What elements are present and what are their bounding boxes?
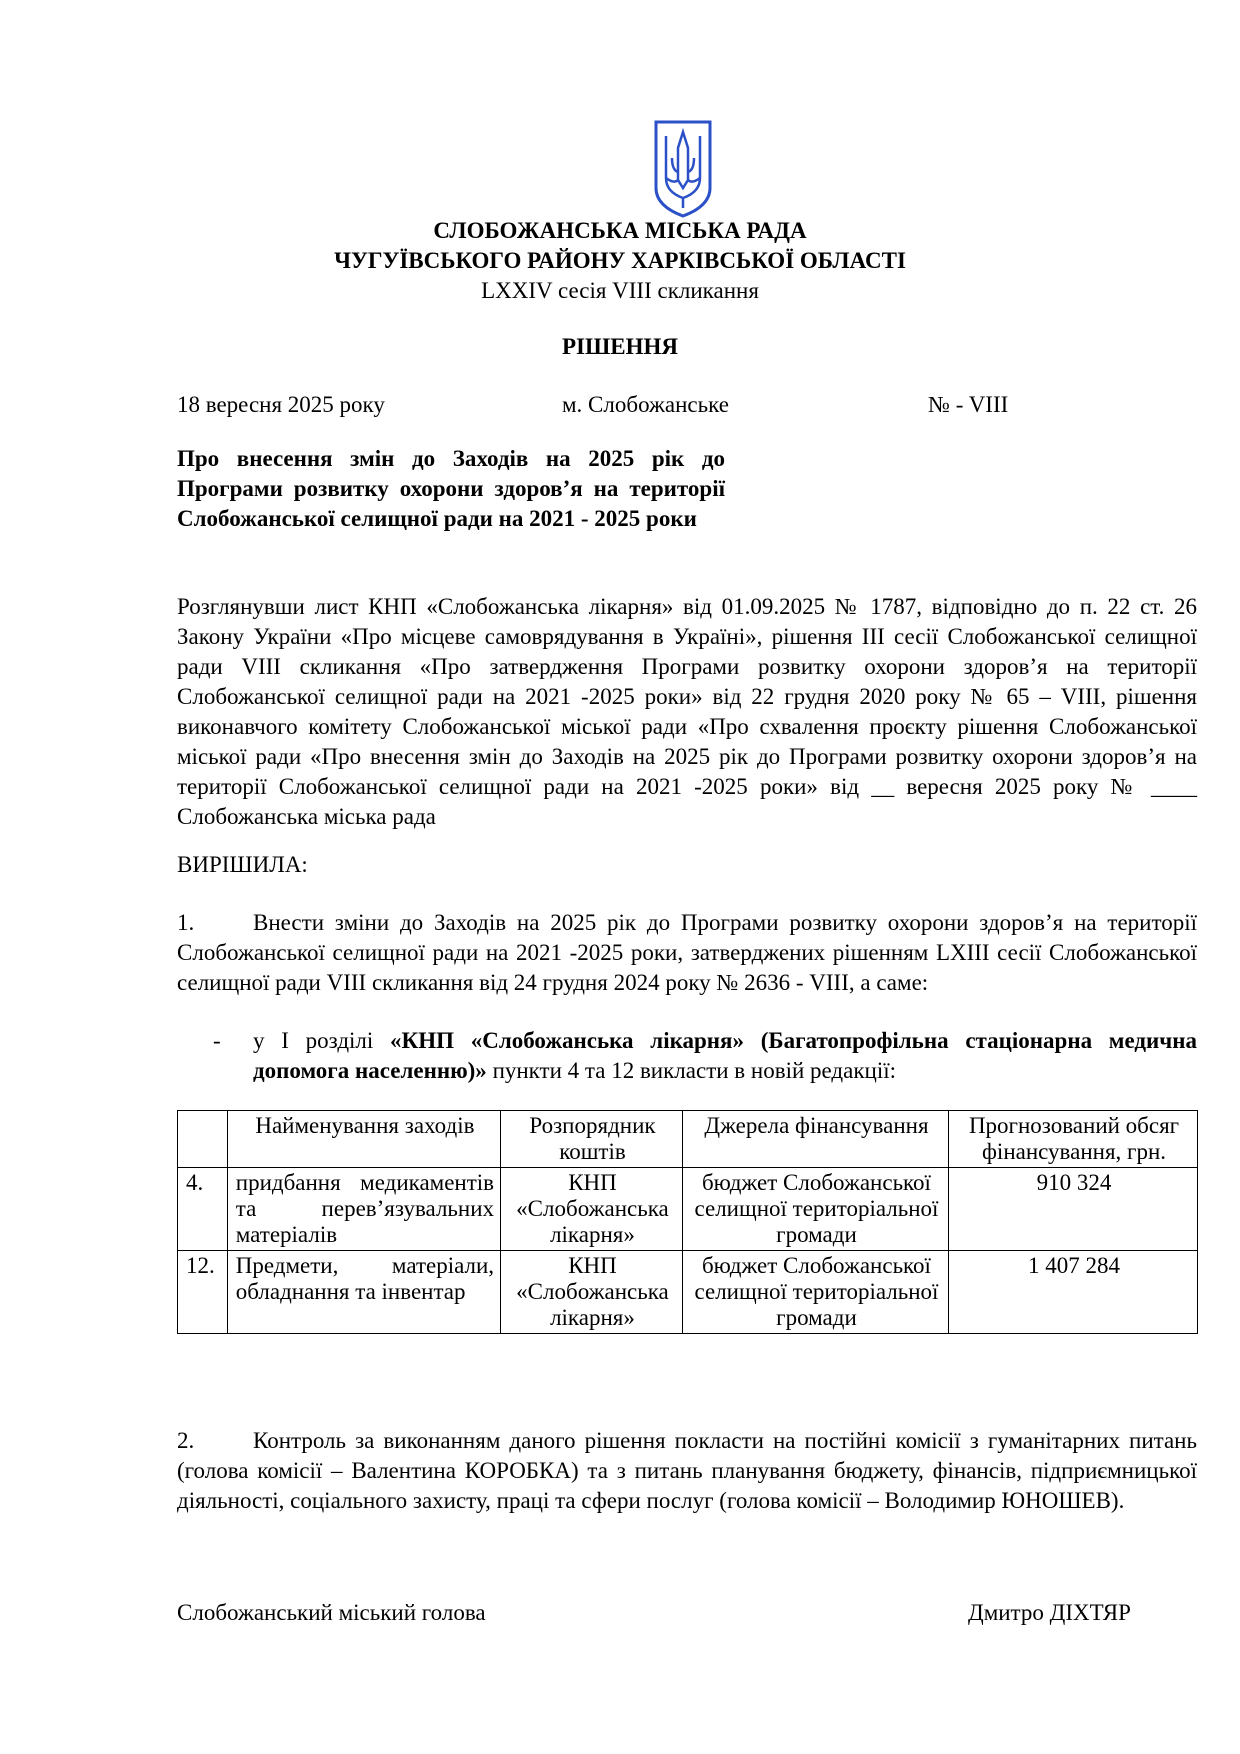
item-1-index: 1. bbox=[177, 910, 195, 935]
signature-role: Слобожанський міський голова bbox=[177, 1600, 486, 1625]
decision-number: № - VIII bbox=[928, 392, 1009, 417]
table-cell-amount: 1 407 284 bbox=[949, 1251, 1198, 1334]
table-row bbox=[178, 1251, 1198, 1334]
decided-label: ВИРІШИЛА: bbox=[177, 852, 308, 877]
table-header-cell: Розпорядник коштів bbox=[501, 1111, 683, 1168]
bullet-bold-section: «КНП «Слобожанська лікарня» (Багатопрофільна стаціонарна медична допомога населенню)» bbox=[253, 1028, 1197, 1083]
item-1-text: Внести зміни до Заходів на 2025 рік до Програми розвитку охорони здоров’я на території Слобожанської селищної ради на 2021 -2025 роки, затверджених рішенням LXIII сесії Слобожанської селищної ради VIII скликання від 24 грудня 2024 року № 2636 - VIII, а саме: bbox=[177, 910, 1197, 995]
decision-city: м. Слобожанське bbox=[562, 392, 729, 417]
table-cell-amount: 910 324 bbox=[949, 1168, 1198, 1251]
preamble-paragraph: Розглянувши лист КНП «Слобожанська лікарня» від 01.09.2025 № 1787, відповідно до п. 22 ст. 26 Закону України «Про місцеве самоврядування в Україні», рішення ІІІ сесії Слобожанської селищної ради VIII скликання «Про затвердження Програми розвитку охорони здоров’я на території Слобожанської селищної ради на 2021 -2025 роки» від 22 грудня 2020 року № 65 – VIII, рішення виконавчого комітету Слобожанської міської ради «Про схвалення проєкту рішення Слобожанської міської ради «Про внесення змін до Заходів на 2025 рік до Програми розвитку охорони здоров’я на території Слобожанської селищної ради на 2021 -2025 роки» від __ вересня 2025 року № ____ Слобожанська міська рада bbox=[177, 594, 1197, 829]
district-name: ЧУГУЇВСЬКОГО РАЙОНУ ХАРКІВСЬКОЇ ОБЛАСТІ bbox=[334, 248, 906, 273]
table-cell-source: бюджет Слобожанської селищної територіальної громади bbox=[682, 1168, 948, 1251]
table-header-cell: Джерела фінансування bbox=[682, 1111, 948, 1168]
bullet-dash: - bbox=[213, 1028, 221, 1053]
table-cell-measure: придбання медикаментів та перев’язувальних матеріалів bbox=[227, 1168, 500, 1251]
table-header-cell: Прогнозований обсяг фінансування, грн. bbox=[949, 1111, 1198, 1168]
item-2-text: Контроль за виконанням даного рішення покласти на постійні комісії з гуманітарних питань (голова комісії – Валентина КОРОБКА) та з питань планування бюджету, фінансів, підприємницької діяльності, соціального захисту, праці та сфери послуг (голова комісії – Володимир ЮНОШЕВ). bbox=[177, 1428, 1197, 1513]
table-cell-source: бюджет Слобожанської селищної територіальної громади bbox=[682, 1251, 948, 1334]
table-cell-manager: КНП «Слобожанська лікарня» bbox=[501, 1251, 683, 1334]
signature-name: Дмитро ДІХТЯР bbox=[968, 1600, 1131, 1625]
item-2-paragraph bbox=[177, 1426, 1197, 1516]
table-cell-measure: Предмети, матеріали, обладнання та інвентар bbox=[227, 1251, 500, 1334]
table-header-cell bbox=[178, 1111, 228, 1168]
document-type: РІШЕННЯ bbox=[562, 334, 678, 359]
bullet-text bbox=[253, 1026, 1197, 1086]
decision-date: 18 вересня 2025 року bbox=[177, 392, 385, 417]
measures-table bbox=[177, 1110, 1198, 1334]
table-cell-number: 12. bbox=[178, 1251, 228, 1334]
table-cell-manager: КНП «Слобожанська лікарня» bbox=[501, 1168, 683, 1251]
item-1-paragraph bbox=[177, 908, 1197, 998]
table-row bbox=[178, 1168, 1198, 1251]
bullet-suffix: пункти 4 та 12 викласти в новій редакції: bbox=[486, 1058, 896, 1083]
table-header-row bbox=[178, 1111, 1198, 1168]
table-header-cell: Найменування заходів bbox=[227, 1111, 500, 1168]
bullet-prefix: у І розділі bbox=[253, 1028, 391, 1053]
table-cell-number: 4. bbox=[178, 1168, 228, 1251]
decision-subject: Про внесення змін до Заходів на 2025 рік до Програми розвитку охорони здоров’я на території Слобожанської селищної ради на 2021 - 2025 роки bbox=[177, 446, 725, 531]
council-name: СЛОБОЖАНСЬКА МІСЬКА РАДА bbox=[433, 218, 807, 243]
item-2-index: 2. bbox=[177, 1428, 195, 1453]
session-line: LXXIV сесія VIII скликання bbox=[481, 278, 759, 303]
trident-emblem-icon bbox=[652, 118, 714, 220]
